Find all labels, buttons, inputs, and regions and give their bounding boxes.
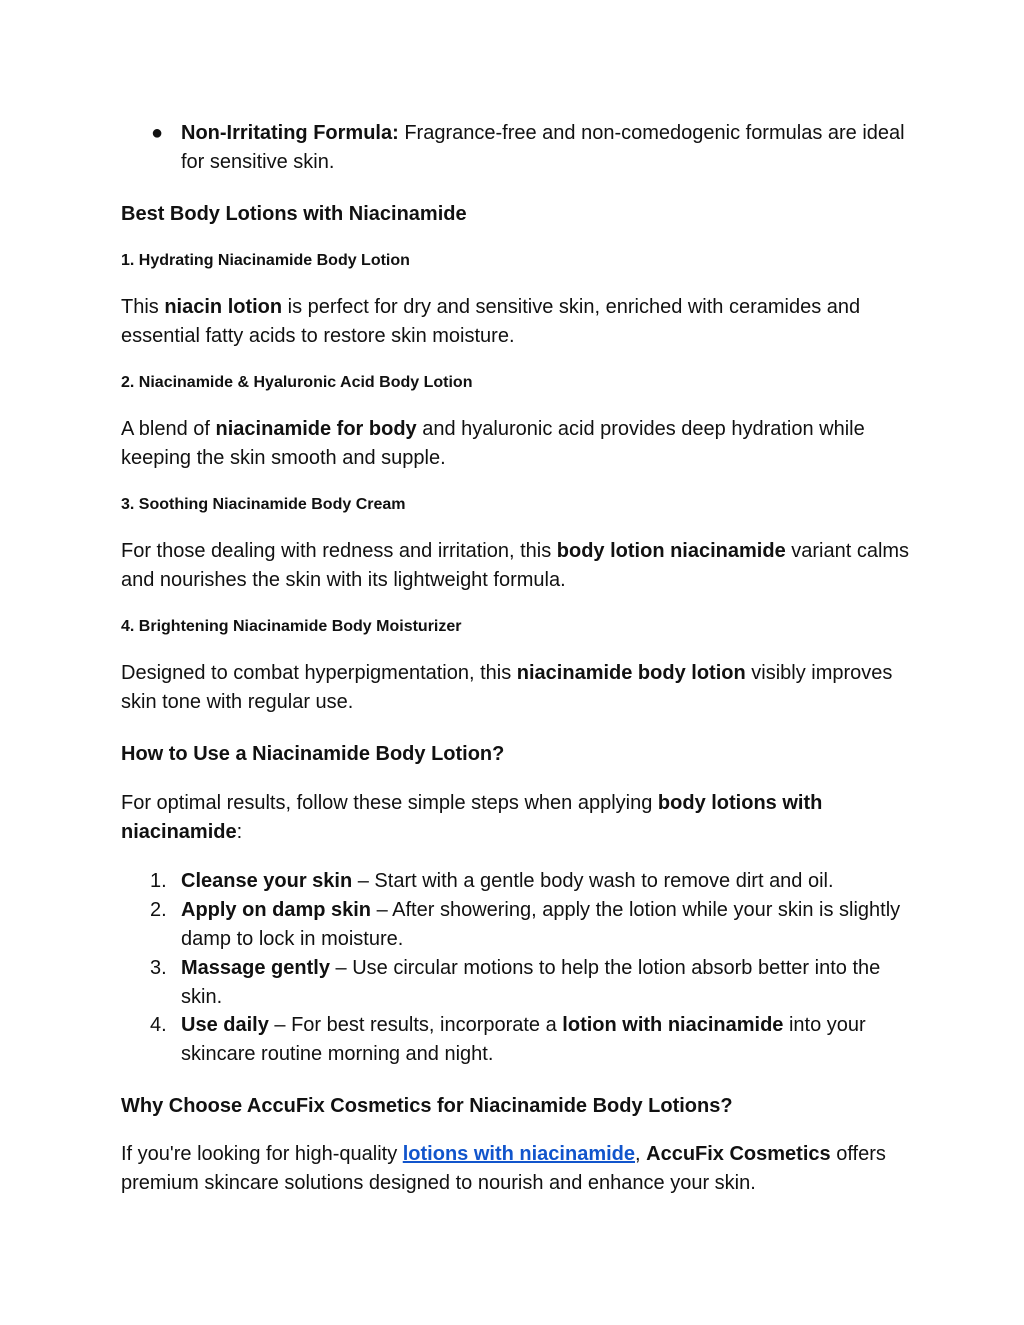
step-item-1: 1. Cleanse your skin – Start with a gentle body wash to remove dirt and oil. [181,867,911,896]
how-to-intro: For optimal results, follow these simple steps when applying body lotions with niacinamide: [121,792,823,843]
keyword: niacinamide for body [215,418,417,440]
product-title-2: 2. Niacinamide & Hyaluronic Acid Body Lotion [121,374,473,391]
keyword: body lotion niacinamide [556,540,786,562]
brand-name: AccuFix Cosmetics [646,1143,831,1165]
step-title: Cleanse your skin [181,870,353,892]
product-description-3: For those dealing with redness and irritation, this body lotion niacinamide variant calms and nourishes the skin with its lightweight formula. [121,540,910,591]
heading-best-body-lotions: Best Body Lotions with Niacinamide [121,203,467,225]
product-description-2: A blend of niacinamide for body and hyaluronic acid provides deep hydration while keeping the skin smooth and supple. [121,418,865,469]
step-title: Use daily [181,1014,269,1036]
step-number: 3. [150,957,167,979]
bullet-item-non-irritating [151,119,911,177]
step-number: 2. [150,899,167,921]
step-title: Apply on damp skin [181,899,372,921]
heading-why-choose: Why Choose AccuFix Cosmetics for Niacinamide Body Lotions? [121,1095,733,1117]
lotions-with-niacinamide-link[interactable]: lotions with niacinamide [402,1143,635,1165]
heading-how-to-use: How to Use a Niacinamide Body Lotion? [121,743,505,765]
step-number: 1. [150,870,167,892]
step-item-2: 2. Apply on damp skin – After showering, apply the lotion while your skin is slightly damp to lock in moisture. [181,896,911,954]
bullet-marker: ● [151,122,164,144]
product-title-4: 4. Brightening Niacinamide Body Moisturizer [121,618,462,635]
keyword: lotion with niacinamide [562,1014,784,1036]
keyword: niacin lotion [164,296,283,318]
keyword: niacinamide body lotion [516,662,746,684]
step-number: 4. [150,1014,167,1036]
product-title-1: 1. Hydrating Niacinamide Body Lotion [121,252,410,269]
bullet-text: Fragrance-free and non-comedogenic formulas are ideal for sensitive skin. [181,122,905,173]
product-description-4: Designed to combat hyperpigmentation, this niacinamide body lotion visibly improves skin tone with regular use. [121,662,893,713]
why-choose-paragraph: If you're looking for high-quality lotions with niacinamide, AccuFix Cosmetics offers premium skincare solutions designed to nourish and enhance your skin. [121,1143,886,1194]
keyword: body lotions with niacinamide [121,792,823,843]
product-description-1: This niacin lotion is perfect for dry and sensitive skin, enriched with ceramides and essential fatty acids to restore skin moisture. [121,296,861,347]
step-item-3: 3. Massage gently – Use circular motions to help the lotion absorb better into the skin. [181,954,911,1012]
bullet-term: Non-Irritating Formula: [181,122,399,144]
step-title: Massage gently [181,957,330,979]
product-title-3: 3. Soothing Niacinamide Body Cream [121,496,406,513]
step-item-4: 4. Use daily – For best results, incorporate a lotion with niacinamide into your skincare routine morning and night. [181,1011,911,1069]
